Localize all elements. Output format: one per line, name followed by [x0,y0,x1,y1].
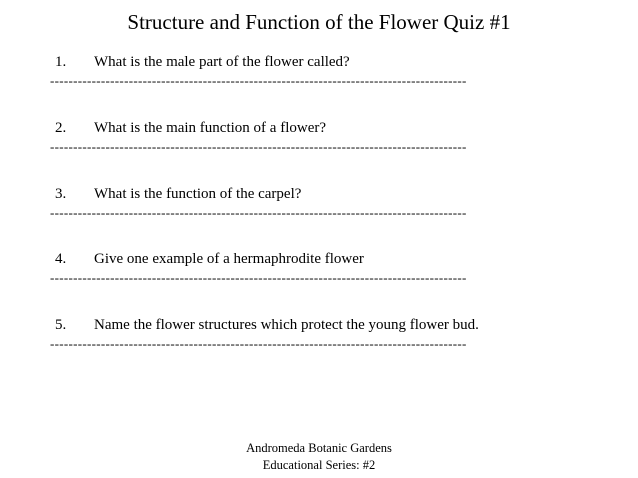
question-text: What is the function of the carpel? [94,186,302,202]
question-number: 3. [55,186,67,202]
answer-line: ------------------------------------------------------------------------------------------ [50,205,467,220]
footer-series: Educational Series: #2 [262,458,376,472]
question-number: 2. [55,120,67,136]
question-text: Give one example of a hermaphrodite flower [94,251,364,267]
question-text: What is the main function of a flower? [94,120,327,136]
footer [0,440,638,474]
question-text: What is the male part of the flower called? [94,54,350,70]
quiz-question [50,316,615,356]
question-number: 5. [55,317,67,333]
question-number: 1. [55,54,67,70]
footer-organization: Andromeda Botanic Gardens [246,441,392,455]
answer-line: ------------------------------------------------------------------------------------------ [50,139,467,154]
quiz-question [50,53,615,93]
answer-line: ------------------------------------------------------------------------------------------ [50,270,467,285]
question-text: Name the flower structures which protect the young flower bud. [94,317,479,333]
quiz-question [50,185,615,225]
question-number: 4. [55,251,67,267]
answer-line: ------------------------------------------------------------------------------------------ [50,336,467,351]
quiz-question [50,119,615,159]
page-title: Structure and Function of the Flower Quiz #1 [127,10,511,34]
quiz-question [50,250,615,290]
answer-line: ------------------------------------------------------------------------------------------ [50,73,467,88]
